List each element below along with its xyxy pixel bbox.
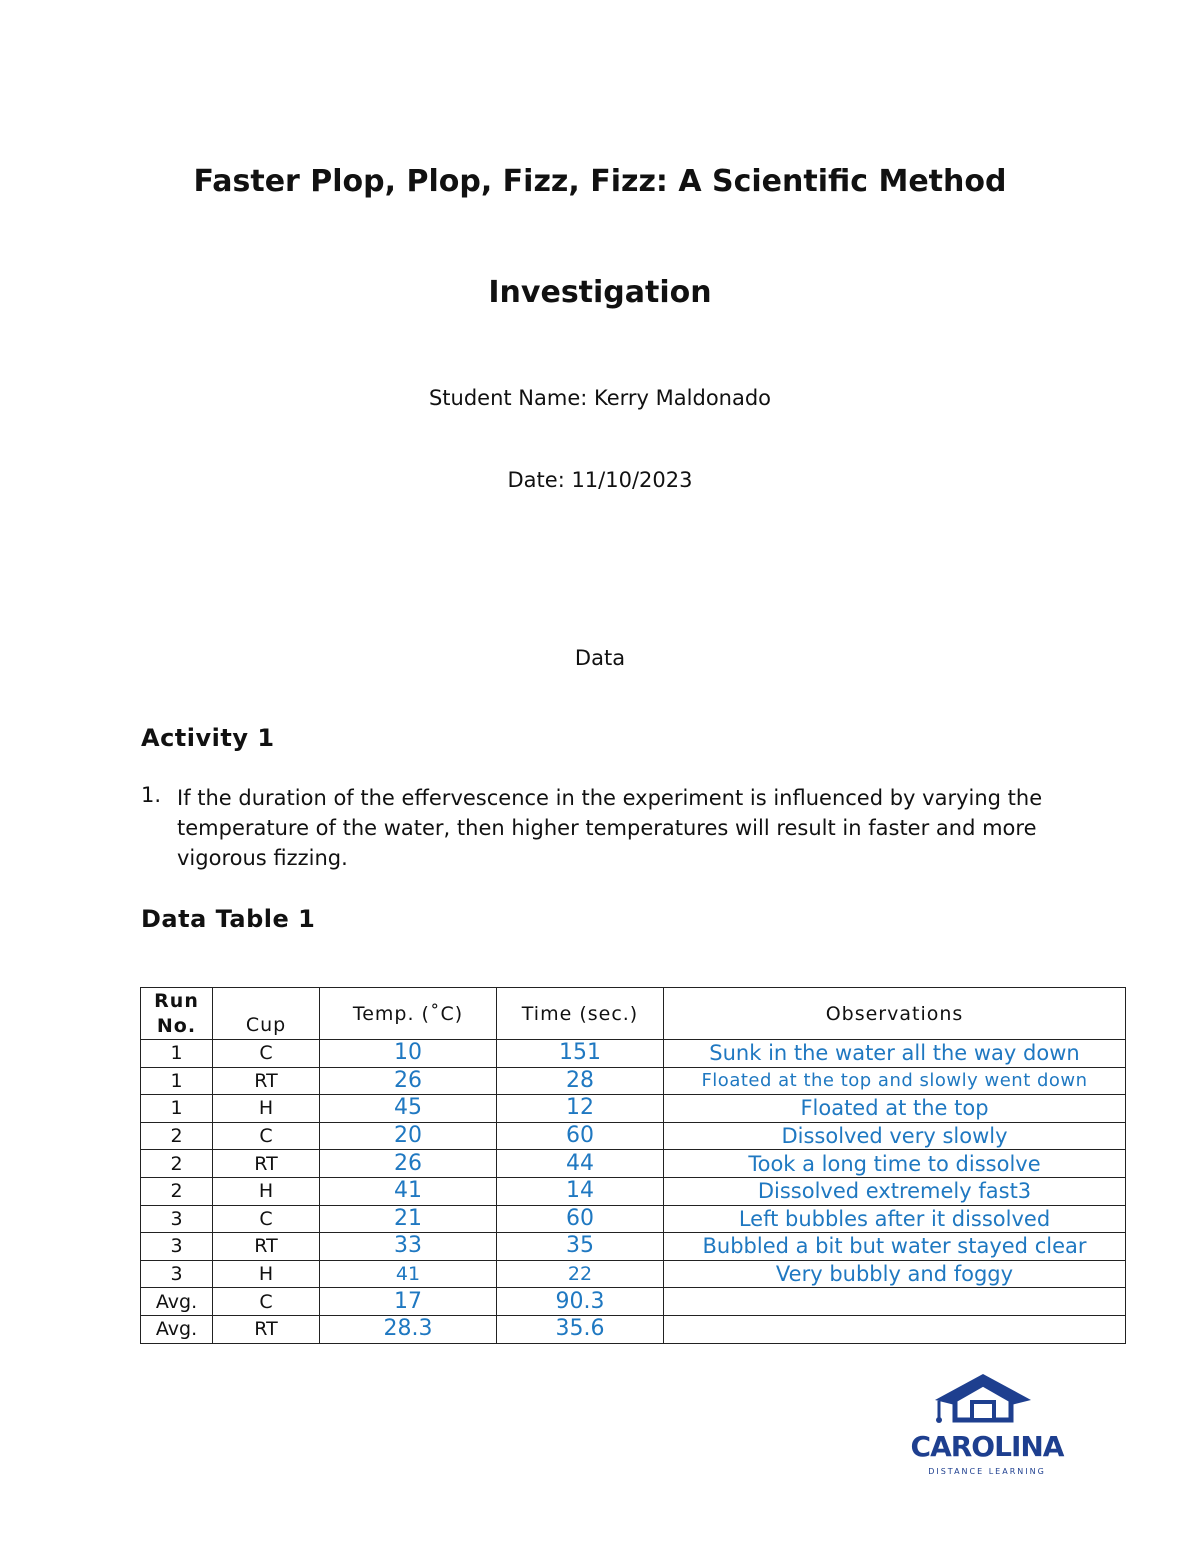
table-row xyxy=(141,1040,1126,1068)
header-temp: Temp. (˚C) xyxy=(320,988,497,1040)
cell-observation: Very bubbly and foggy xyxy=(664,1260,1126,1288)
table-row xyxy=(141,1288,1126,1316)
table-row xyxy=(141,1233,1126,1261)
logo-wordmark: CAROLINA xyxy=(910,1430,1064,1463)
cell-run: 2 xyxy=(141,1177,213,1205)
table-row xyxy=(141,1315,1126,1343)
cell-time: 44 xyxy=(497,1150,664,1178)
cell-cup: C xyxy=(213,1205,320,1233)
cell-time: 35.6 xyxy=(497,1315,664,1343)
hypothesis-number: 1. xyxy=(141,783,162,807)
cell-temp: 21 xyxy=(320,1205,497,1233)
cell-temp: 41 xyxy=(320,1177,497,1205)
cell-observation: Took a long time to dissolve xyxy=(664,1150,1126,1178)
document-title-line2: Investigation xyxy=(488,275,712,310)
cell-temp: 10 xyxy=(320,1040,497,1068)
cell-cup: H xyxy=(213,1177,320,1205)
cell-run: 1 xyxy=(141,1040,213,1068)
cell-run: 1 xyxy=(141,1067,213,1095)
cell-cup: RT xyxy=(213,1067,320,1095)
table-row xyxy=(141,1260,1126,1288)
table-header-row xyxy=(141,988,1126,1040)
graduation-house-icon xyxy=(910,1372,1064,1482)
data-table-heading: Data Table 1 xyxy=(141,905,316,933)
cell-temp: 45 xyxy=(320,1095,497,1123)
table-row xyxy=(141,1150,1126,1178)
cell-run: 3 xyxy=(141,1260,213,1288)
cell-temp: 17 xyxy=(320,1288,497,1316)
cell-time: 22 xyxy=(497,1260,664,1288)
cell-cup: H xyxy=(213,1260,320,1288)
cell-observation: Dissolved extremely fast3 xyxy=(664,1177,1126,1205)
cell-run: Avg. xyxy=(141,1315,213,1343)
table-row xyxy=(141,1067,1126,1095)
header-run-line2: No. xyxy=(156,1014,197,1037)
header-run xyxy=(141,988,213,1040)
cell-run: 2 xyxy=(141,1150,213,1178)
data-table xyxy=(140,987,1126,1344)
cell-time: 14 xyxy=(497,1177,664,1205)
cell-run: Avg. xyxy=(141,1288,213,1316)
cell-observation xyxy=(664,1288,1126,1316)
cell-cup: H xyxy=(213,1095,320,1123)
cell-run: 2 xyxy=(141,1122,213,1150)
header-observations: Observations xyxy=(664,988,1126,1040)
cell-observation: Sunk in the water all the way down xyxy=(664,1040,1126,1068)
cell-cup: C xyxy=(213,1040,320,1068)
cell-temp: 33 xyxy=(320,1233,497,1261)
cell-observation: Bubbled a bit but water stayed clear xyxy=(664,1233,1126,1261)
date: Date: 11/10/2023 xyxy=(507,468,693,492)
cell-temp: 20 xyxy=(320,1122,497,1150)
table-row xyxy=(141,1177,1126,1205)
table-row xyxy=(141,1205,1126,1233)
cell-observation: Left bubbles after it dissolved xyxy=(664,1205,1126,1233)
cell-cup: RT xyxy=(213,1150,320,1178)
cell-observation: Floated at the top xyxy=(664,1095,1126,1123)
table-row xyxy=(141,1095,1126,1123)
logo-tagline: DISTANCE LEARNING xyxy=(928,1467,1046,1476)
header-run-line1: Run xyxy=(154,989,199,1012)
cell-time: 60 xyxy=(497,1122,664,1150)
cell-cup: C xyxy=(213,1288,320,1316)
activity-heading: Activity 1 xyxy=(141,724,275,752)
cell-cup: RT xyxy=(213,1315,320,1343)
cell-observation xyxy=(664,1315,1126,1343)
document-title-line1: Faster Plop, Plop, Fizz, Fizz: A Scientific Method xyxy=(193,164,1007,199)
cell-temp: 26 xyxy=(320,1150,497,1178)
table-row xyxy=(141,1122,1126,1150)
cell-time: 35 xyxy=(497,1233,664,1261)
cell-time: 90.3 xyxy=(497,1288,664,1316)
student-name: Student Name: Kerry Maldonado xyxy=(428,386,772,410)
cell-cup: C xyxy=(213,1122,320,1150)
cell-run: 3 xyxy=(141,1233,213,1261)
cell-temp: 28.3 xyxy=(320,1315,497,1343)
cell-time: 12 xyxy=(497,1095,664,1123)
cell-temp: 26 xyxy=(320,1067,497,1095)
header-cup: Cup xyxy=(213,988,320,1040)
cell-observation: Floated at the top and slowly went down xyxy=(664,1067,1126,1095)
cell-temp: 41 xyxy=(320,1260,497,1288)
hypothesis-text: If the duration of the effervescence in the experiment is influenced by varying the temperature of the water, then higher temperatures will result in faster and more vigorous fizzing. xyxy=(177,786,1043,870)
data-heading: Data xyxy=(574,646,626,670)
cell-cup: RT xyxy=(213,1233,320,1261)
cell-time: 28 xyxy=(497,1067,664,1095)
cell-observation: Dissolved very slowly xyxy=(664,1122,1126,1150)
header-time: Time (sec.) xyxy=(497,988,664,1040)
cell-time: 151 xyxy=(497,1040,664,1068)
cell-run: 3 xyxy=(141,1205,213,1233)
cell-run: 1 xyxy=(141,1095,213,1123)
carolina-logo xyxy=(910,1372,1064,1482)
cell-time: 60 xyxy=(497,1205,664,1233)
